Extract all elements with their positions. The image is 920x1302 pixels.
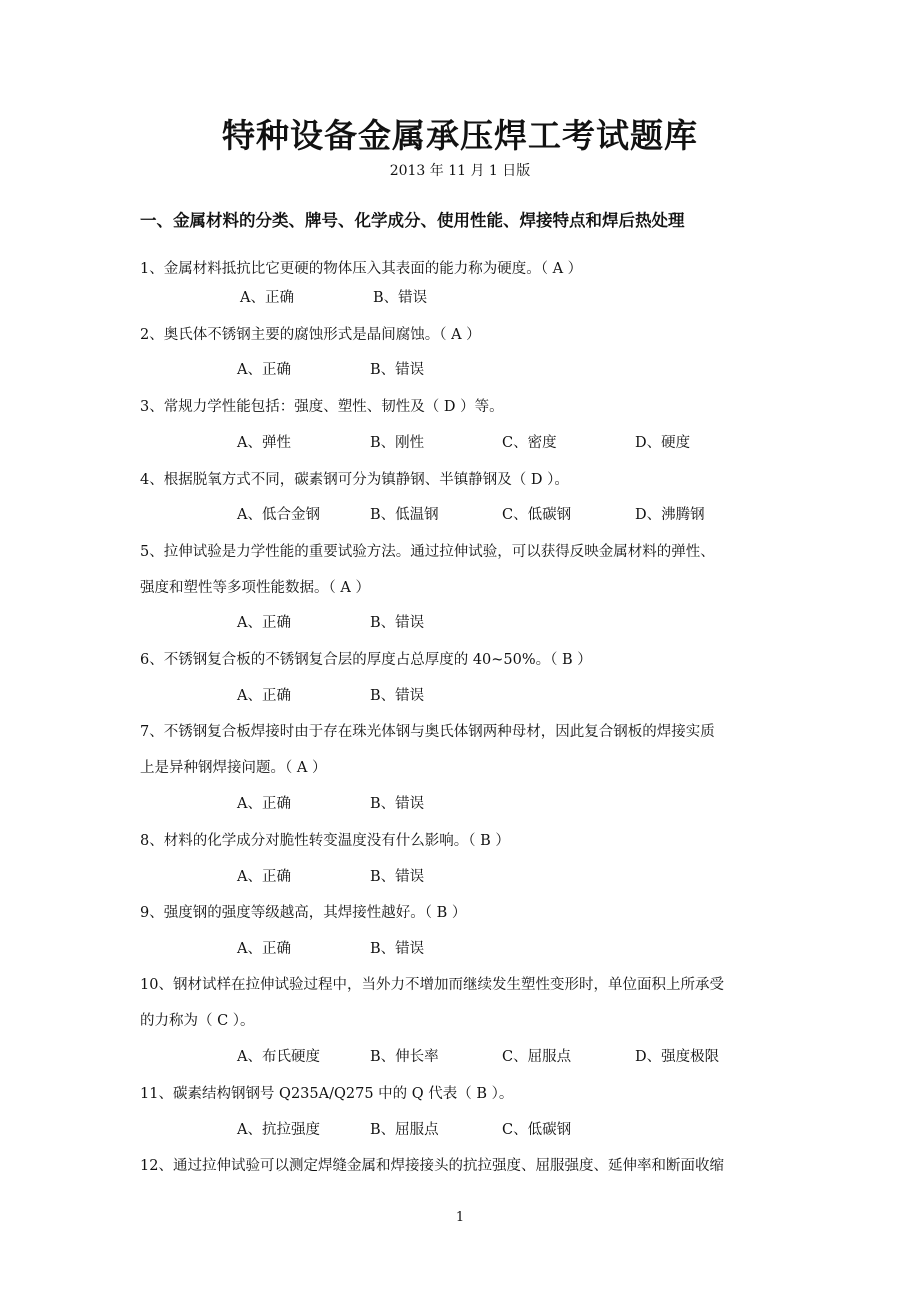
question-5-continued: 强度和塑性等多项性能数据。（ A ） bbox=[140, 580, 370, 596]
option-b: B、刚性 bbox=[370, 435, 425, 451]
option-b: B、错误 bbox=[370, 941, 425, 957]
question-6: 6、不锈钢复合板的不锈钢复合层的厚度占总厚度的 40~50%。（ B ） bbox=[140, 652, 592, 668]
option-a: A、正确 bbox=[237, 615, 291, 631]
question-7-continued: 上是异种钢焊接问题。（ A ） bbox=[140, 760, 327, 776]
question-10-continued: 的力称为（ C ）。 bbox=[140, 1013, 255, 1029]
option-a: A、正确 bbox=[237, 362, 291, 378]
option-b: B、错误 bbox=[370, 615, 425, 631]
option-a: A、正确 bbox=[237, 688, 291, 704]
question-5: 5、拉伸试验是力学性能的重要试验方法。通过拉伸试验，可以获得反映金属材料的弹性、 bbox=[140, 544, 715, 560]
option-d: D、沸腾钢 bbox=[635, 507, 705, 523]
option-c: C、低碳钢 bbox=[502, 1122, 572, 1138]
question-8: 8、材料的化学成分对脆性转变温度没有什么影响。（ B ） bbox=[140, 833, 510, 849]
option-a: A、正确 bbox=[240, 290, 294, 306]
option-a: A、正确 bbox=[237, 796, 291, 812]
option-a: A、抗拉强度 bbox=[237, 1122, 320, 1138]
question-4: 4、根据脱氧方式不同，碳素钢可分为镇静钢、半镇静钢及（ D ）。 bbox=[140, 472, 569, 488]
option-a: A、正确 bbox=[237, 869, 291, 885]
option-c: C、屈服点 bbox=[502, 1049, 572, 1065]
option-b: B、错误 bbox=[370, 688, 425, 704]
option-c: C、低碳钢 bbox=[502, 507, 572, 523]
question-1: 1、金属材料抵抗比它更硬的物体压入其表面的能力称为硬度。（ A ） bbox=[140, 261, 583, 277]
option-b: B、伸长率 bbox=[370, 1049, 439, 1065]
option-b: B、错误 bbox=[373, 290, 428, 306]
option-c: C、密度 bbox=[502, 435, 557, 451]
option-d: D、强度极限 bbox=[635, 1049, 720, 1065]
question-2: 2、奥氏体不锈钢主要的腐蚀形式是晶间腐蚀。（ A ） bbox=[140, 327, 481, 343]
page-number: 1 bbox=[455, 1210, 465, 1225]
question-9: 9、强度钢的强度等级越高，其焊接性越好。（ B ） bbox=[140, 905, 467, 921]
question-7: 7、不锈钢复合板焊接时由于存在珠光体钢与奥氏体钢两种母材，因此复合钢板的焊接实质 bbox=[140, 724, 715, 740]
question-11: 11、碳素结构钢钢号 Q235A/Q275 中的 Q 代表（ B ）。 bbox=[140, 1086, 514, 1102]
question-10: 10、钢材试样在拉伸试验过程中，当外力不增加而继续发生塑性变形时，单位面积上所承受 bbox=[140, 977, 724, 993]
option-a: A、低合金钢 bbox=[237, 507, 320, 523]
option-b: B、错误 bbox=[370, 869, 425, 885]
page-title: 特种设备金属承压焊工考试题库 bbox=[222, 116, 698, 155]
option-b: B、错误 bbox=[370, 796, 425, 812]
option-b: B、错误 bbox=[370, 362, 425, 378]
option-a: A、布氏硬度 bbox=[237, 1049, 320, 1065]
section-heading: 一、金属材料的分类、牌号、化学成分、使用性能、焊接特点和焊后热处理 bbox=[140, 211, 685, 230]
option-a: A、正确 bbox=[237, 941, 291, 957]
option-d: D、硬度 bbox=[635, 435, 691, 451]
edition-date: 2013 年 11 月 1 日版 bbox=[389, 163, 531, 179]
question-3: 3、常规力学性能包括：强度、塑性、韧性及（ D ）等。 bbox=[140, 399, 504, 415]
option-b: B、屈服点 bbox=[370, 1122, 439, 1138]
question-12: 12、通过拉伸试验可以测定焊缝金属和焊接接头的抗拉强度、屈服强度、延伸率和断面收缩 bbox=[140, 1158, 724, 1174]
option-a: A、弹性 bbox=[237, 435, 291, 451]
option-b: B、低温钢 bbox=[370, 507, 439, 523]
